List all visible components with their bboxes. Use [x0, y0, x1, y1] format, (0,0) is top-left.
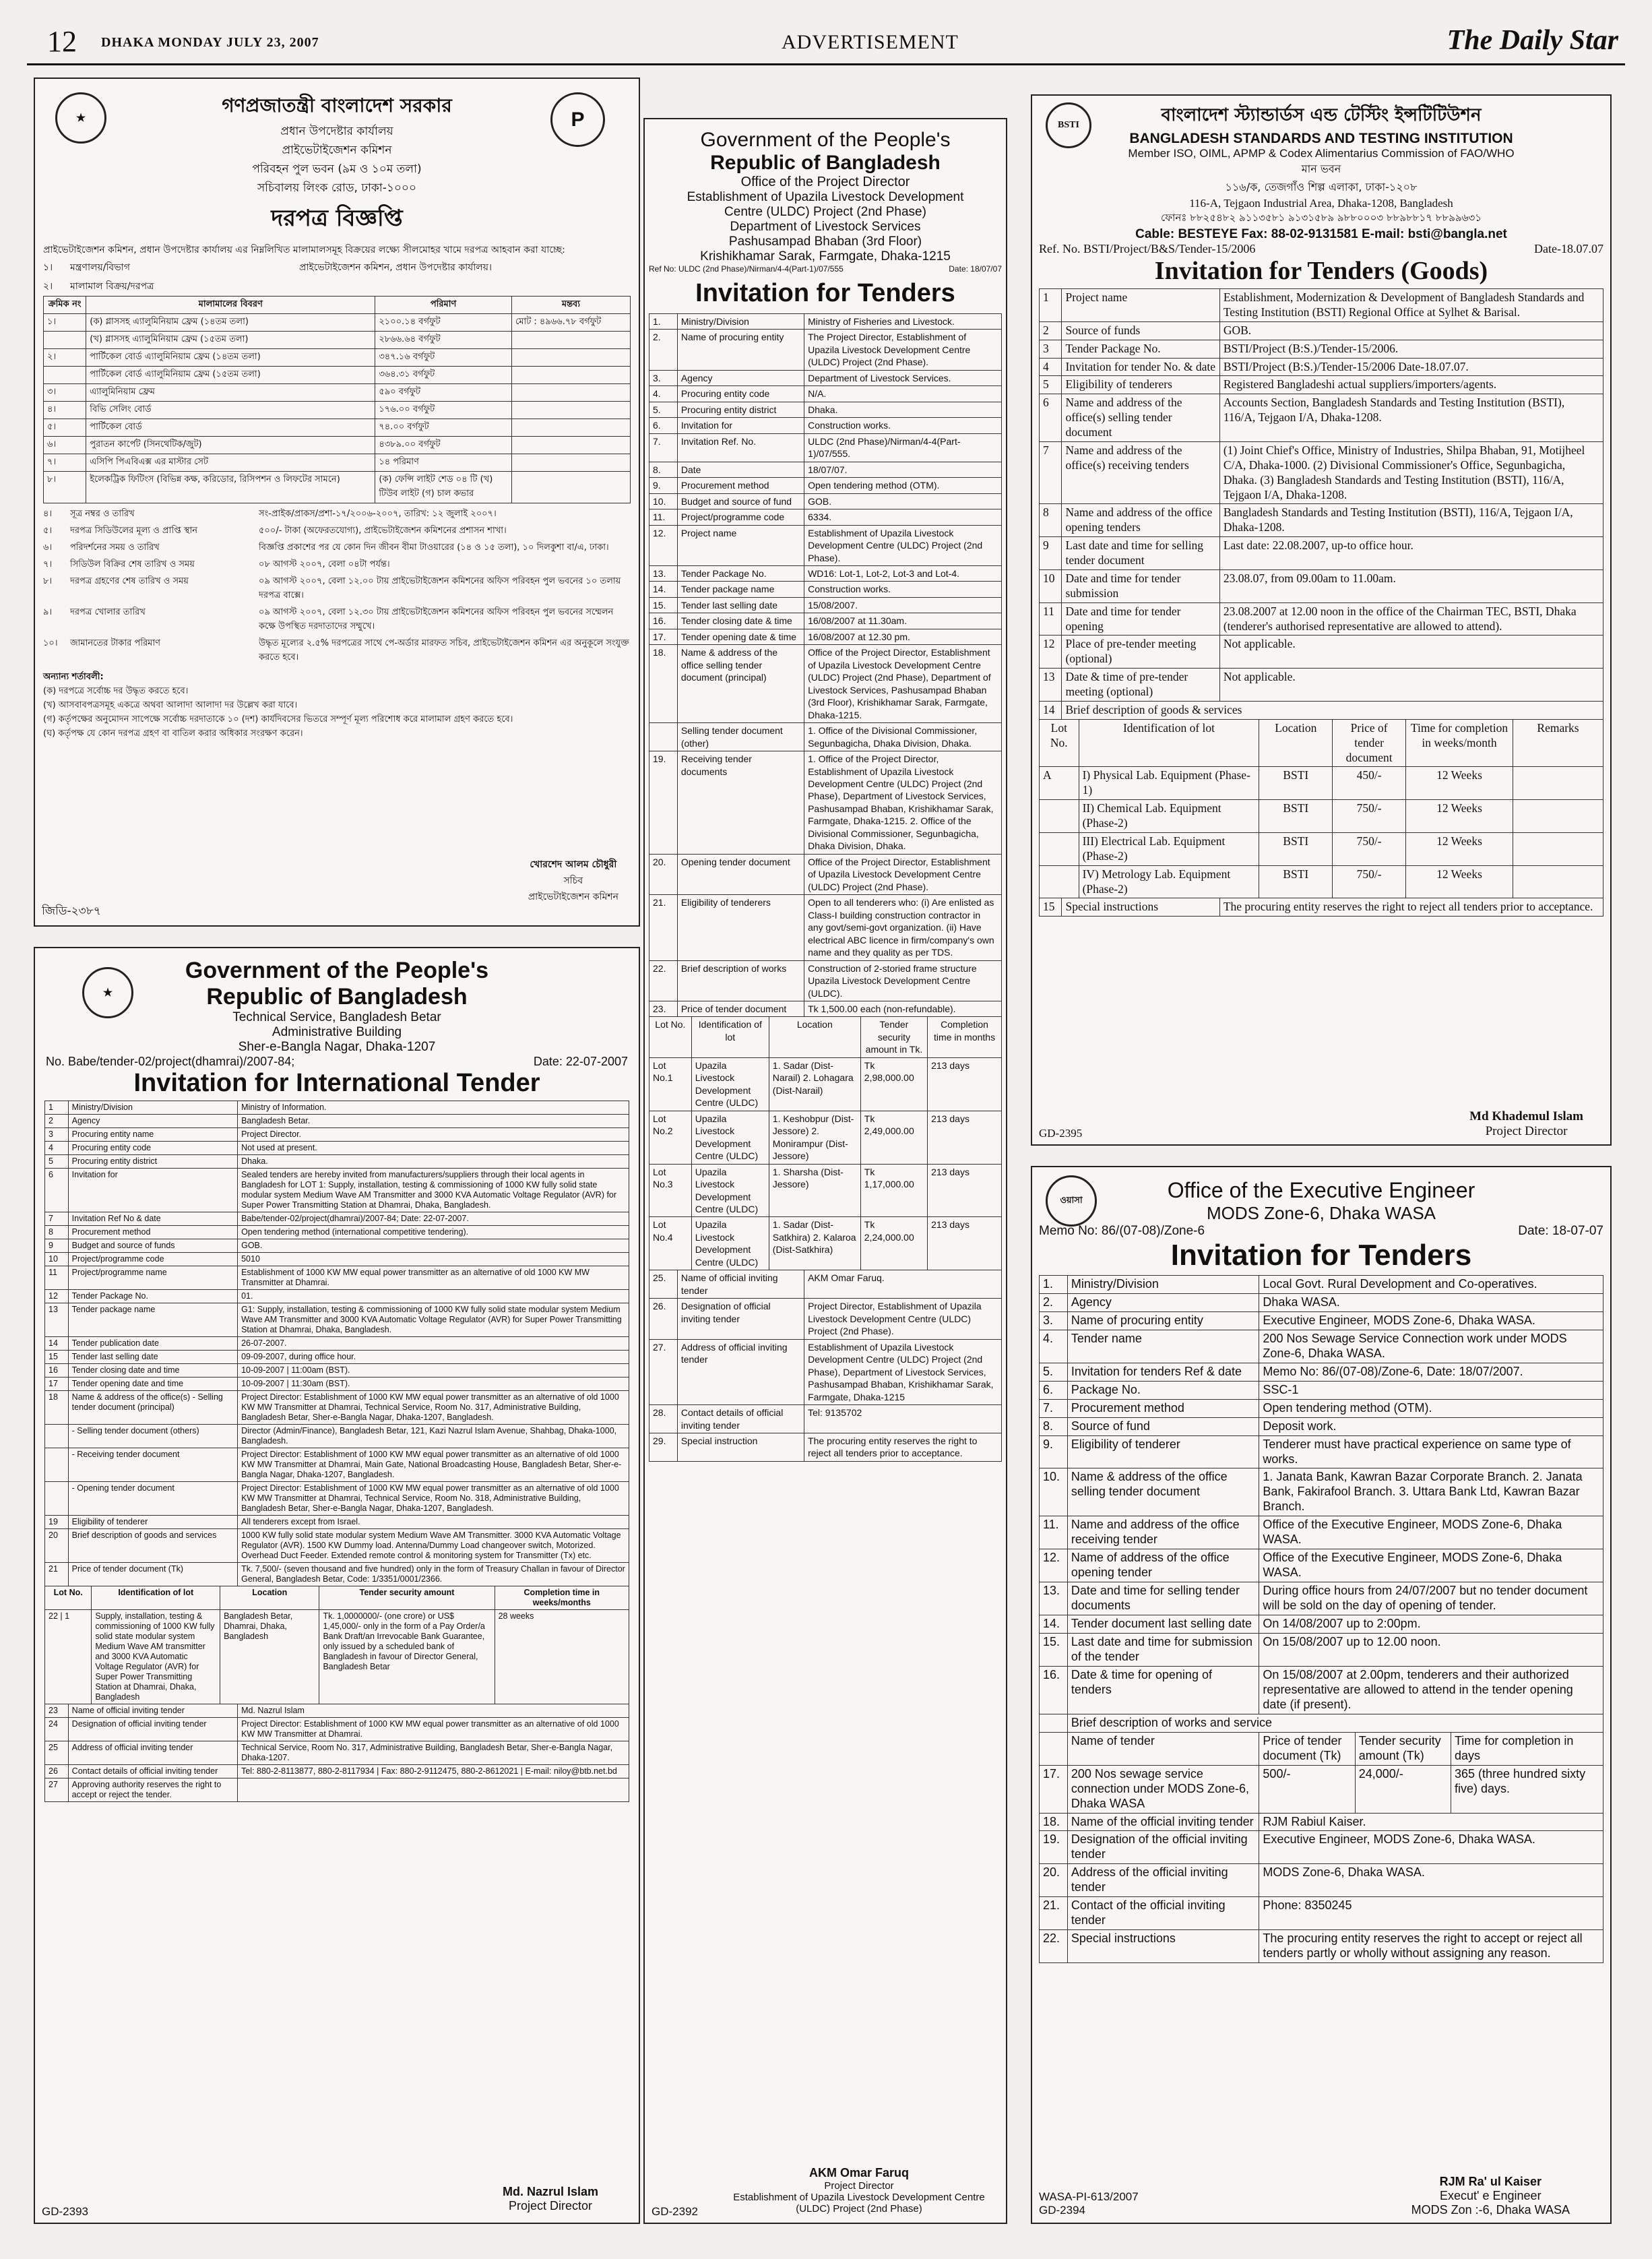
ad5-title: Office of the Executive Engineer	[1167, 1178, 1475, 1202]
table-row: 17. Tender opening date & time 16/08/2007 at 12.30 pm.	[649, 629, 1002, 644]
table-row: 27 Approving authority reserves the right to accept or reject the tender.	[45, 1778, 629, 1802]
ad4-special-table	[1039, 898, 1603, 917]
ad3-lot-table: Lot No. Identification of lot Location Tender security amount in Tk. Completion time in months Lot No.1 Upazila Livestock Development Centre (ULDC) 1. Sadar (Dist-Narail) 2. Lohagara (Dist-Narail) Tk 2,98,000.00 213 days Lot No.2 Upazila Livestock Development Centre (ULDC) 1. Keshobpur (Dist-Jessore) 2. Monirampur (Dist-Jessore) Tk 2,49,000.00 213 days Lot No.3 Upazila Livestock Development Centre (ULDC) 1. Sharsha (Dist-Jessore) Tk 1,17,000.00 213 days Lot No.4 Upazila Livestock Development Centre (ULDC) 1. Sadar (Dist-Satkhira) 2. Kalaroa (Dist-Satkhira) Tk 2,24,000.00 213 days	[649, 1016, 1002, 1270]
table-row: 15. Last date and time for submission of the tender On 15/08/2007 up to 12.00 noon.	[1040, 1634, 1603, 1667]
ad1-gd: জিডি-২৩৮৭	[42, 904, 101, 918]
table-row: 2 Agency Bangladesh Betar.	[45, 1115, 629, 1128]
table-row: 13. Date and time for selling tender documents During office hours from 24/07/2007 but no tender document will be sold on the day of opening of tender.	[1040, 1582, 1603, 1615]
table-row: 1. Ministry/Division Ministry of Fisheries and Livestock.	[649, 314, 1002, 330]
table-row: Lot No.1 Upazila Livestock Development Centre (ULDC) 1. Sadar (Dist-Narail) 2. Lohagara (Dist-Narail) Tk 2,98,000.00 213 days	[649, 1057, 1002, 1111]
ad5-tail-table	[1039, 1813, 1603, 1964]
table-row: 12 Tender Package No. 01.	[45, 1290, 629, 1303]
table-row: 26. Designation of official inviting tender Project Director, Establishment of Upazila Livestock Development Centre (ULDC) Project (2nd Phase).	[649, 1299, 1002, 1339]
privatization-logo-icon: P	[550, 92, 605, 147]
table-row: 3. Agency Department of Livestock Services.	[649, 370, 1002, 385]
table-row: 15. Tender last selling date 15/08/2007.	[649, 597, 1002, 613]
ad5-memoline: Memo No: 86/(07-08)/Zone-6 Date: 18-07-07	[1039, 1224, 1603, 1238]
ad5-gd: WASA-PI-613/2007 GD-2394	[1039, 2190, 1139, 2217]
table-row: 25 Address of official inviting tender Technical Service, Room No. 317, Administrative Building, Bangladesh Betar, Sher-e-Bangla Nagar, Dhaka-1207.	[45, 1741, 629, 1765]
table-row: Lot No.2 Upazila Livestock Development Centre (ULDC) 1. Keshobpur (Dist-Jessore) 2. Monirampur (Dist-Jessore) Tk 2,49,000.00 213 days	[649, 1111, 1002, 1164]
ad-wasa-tender	[1031, 1166, 1612, 2224]
ad3-gov2: Republic of Bangladesh	[710, 152, 941, 174]
table-row: 8. Date 18/07/07.	[649, 462, 1002, 477]
ad5-heading: Invitation for Tenders	[1170, 1239, 1472, 1272]
table-row: III) Electrical Lab. Equipment (Phase-2) BSTI 750/- 12 Weeks	[1040, 832, 1603, 865]
table-row: ৩। এ্যালুমিনিয়াম ফ্রেম ৫৯০ বর্গফুট	[44, 384, 631, 402]
table-row: 15 Tender last selling date 09-09-2007, during office hour.	[45, 1351, 629, 1364]
table-row: পার্টিকেল বোর্ড এ্যালুমিনিয়াম ফ্রেম (১৫তম তলা) ৩৬৪.৩১ বর্গফুট	[44, 367, 631, 384]
table-row: 13 Tender package name G1: Supply, installation, testing & commissioning of 1000 KW fully solid state modular system Medium Wave AM Transmitter and 3000 KVA Automatic Voltage Regulator (AVR) for Super Power Transmitting Station at Dhamrai, Dhaka, Bangladesh.	[45, 1303, 629, 1337]
table-row: 4 Invitation for tender No. & date BSTI/Project (B:S.)/Tender-15/2006 Date-18.07.07.	[1040, 358, 1603, 376]
table-row: 10. Budget and source of fund GOB.	[649, 493, 1002, 509]
table-row: 21. Eligibility of tenderers Open to all tenderers who: (i) Are enlisted as Class-I building construction contractor in any govt/semi-govt organization. (ii) Have electrical ABC licence in firm/company's own name and they quality as per TDS.	[649, 895, 1002, 960]
table-row: 23. Price of tender document Tk 1,500.00 each (non-refundable).	[649, 1001, 1002, 1016]
table-row: 28. Contact details of official inviting tender Tel: 9135702	[649, 1405, 1002, 1433]
table-row: - Receiving tender document Project Director: Establishment of 1000 KW MW equal power transmitter as an alternative of old 1000 KW MW Transmitter at Dhamrai, Main Gate, National Broadcasting House, Bangladesh Betar, Sher-e-Bangla Nagar, Dhaka-1207, Bangladesh.	[45, 1448, 629, 1482]
table-row: 12. Name of address of the office opening tender Office of the Executive Engineer, MODS Zone-6, Dhaka WASA.	[1040, 1549, 1603, 1582]
table-row: 5. Invitation for tenders Ref & date Memo No: 86/(07-08)/Zone-6, Date: 18/07/2007.	[1040, 1363, 1603, 1381]
ad1-meta-2: ২। মালামাল বিক্রয়/দরপত্র	[43, 281, 154, 292]
table-row: ১। (ক) গ্লাসসহ এ্যালুমিনিয়াম ফ্রেম (১৪তম তলা) ২১০০.১৪ বর্গফুট মোট : ৪৯৬৬.৭৮ বর্গফুট	[44, 314, 631, 332]
ad3-line-3: Department of Livestock Services	[730, 220, 921, 234]
table-row: 20. Address of the official inviting tender MODS Zone-6, Dhaka WASA.	[1040, 1864, 1603, 1897]
ad3-refline: Ref No: ULDC (2nd Phase)/Nirman/4-4(Part-1)/07/555 Date: 18/07/07	[649, 264, 1002, 274]
table-row: 11. Name and address of the office receiving tender Office of the Executive Engineer, MODS Zone-6, Dhaka WASA.	[1040, 1516, 1603, 1549]
ad4-gd: GD-2395	[1039, 1127, 1083, 1140]
table-row: 11. Project/programme code 6334.	[649, 509, 1002, 525]
table-row: 19. Designation of the official inviting tender Executive Engineer, MODS Zone-6, Dhaka WASA.	[1040, 1831, 1603, 1864]
ad1-terms: অন্যান্য শর্তাবলী: (ক) দরপত্রে সর্বোচ্চ দর উদ্ধৃত করতে হবে। (খ) আসবাবপত্রসমূহ একত্রে অথবা আলাদা আলাদা দর উল্লেখ করা যাবে। (গ) কর্তৃপক্ষের অনুমোদন সাপেক্ষে সর্বোচ্চ দরদাতাকে ১০ (দশ) কার্যদিবসের ভিতরে সম্পূর্ণ মূল্য পরিশোধ করে মালামাল গ্রহণ করতে হবে। (ঘ) কর্তৃপক্ষ যে কোন দরপত্র গ্রহণ বা বাতিল করার অধিকার সংরক্ষণ করেন।	[43, 672, 513, 739]
ad1-title: দরপত্র বিজ্ঞপ্তি	[271, 205, 403, 232]
ad1-intro: প্রাইভেটাইজেশন কমিশন, প্রধান উপদেষ্টার কার্যালয় এর নিম্নলিখিত মালামালসমূহ বিক্রয়ের লক্ষ্যে সীলমোহর খামে দরপত্র আহবান করা যাচ্ছে:	[43, 245, 565, 255]
ad3-line-5: Krishikhamar Sarak, Farmgate, Dhaka-1215	[700, 249, 951, 264]
table-row: 24 Designation of official inviting tender Project Director: Establishment of 1000 KW MW equal power transmitter as an alternative of old 1000 KW MW Transmitter at Dhamrai.	[45, 1718, 629, 1741]
ad1-meta-1: ১। মন্ত্রণালয়/বিভাগ প্রাইভেটাইজেশন কমিশন, প্রধান উপদেষ্টার কার্যালয়।	[43, 262, 492, 273]
table-row: 13. Tender Package No. WD16: Lot-1, Lot-2, Lot-3 and Lot-4.	[649, 565, 1002, 581]
ad2-tail-table	[44, 1704, 629, 1802]
ad4-bn-line-1: মান ভবন	[1301, 162, 1341, 175]
table-row: Selling tender document (other) 1. Office of the Divisional Commissioner, Segunbagicha, Dhaka Division, Dhaka.	[649, 723, 1002, 751]
table-row: - Selling tender document (others) Director (Admin/Finance), Bangladesh Betar, 121, Kazi Nazrul Islam Avenue, Shahbag, Dhaka-1000, Bangladesh.	[45, 1425, 629, 1448]
table-row: 7. Invitation Ref. No. ULDC (2nd Phase)/Nirman/4-4(Part-1)/07/555.	[649, 433, 1002, 462]
table-row: 3 Procuring entity name Project Director.	[45, 1128, 629, 1142]
ad3-line-2: Centre (ULDC) Project (2nd Phase)	[724, 205, 926, 219]
table-row: 17. 200 Nos sewage service connection under MODS Zone-6, Dhaka WASA 500/- 24,000/- 365 (three hundred sixty five) days.	[1040, 1765, 1603, 1813]
table-row: ৬। পুরাতন কার্পেট (সিনথেটিক/জুট) ৪৩৮৯.০০ বর্গফুট	[44, 437, 631, 454]
ad2-gov: Government of the People's	[185, 958, 489, 983]
table-row: 6 Invitation for Sealed tenders are hereby invited from manufacturers/suppliers through their local agents in Bangladesh for LOT 1: Supply, installation, testing & commissioning of 1000 KW fully solid state modular system Medium Wave AM Transmitter and 3000 KVA Automatic Voltage Regulator (AVR) for Super Power Transmitting Station at Dhamrai, Dhaka, Bangladesh.	[45, 1169, 629, 1212]
ad1-items-table: ক্রমিক নং মালামালের বিবরণ পরিমাণ মন্তব্য ১। (ক) গ্লাসসহ এ্যালুমিনিয়াম ফ্রেম (১৪তম তলা) ২১০০.১৪ বর্গফুট মোট : ৪৯৬৬.৭৮ বর্গফুট (খ) গ্লাসসহ এ্যালুমিনিয়াম ফ্রেম (১৫তম তলা) ২৮৬৬.৬৪ বর্গফুট ২। পার্টিকেল বোর্ড এ্যালুমিনিয়াম ফ্রেম (১৪তম তলা) ৩৪৭.১৬ বর্গফুট পার্টিকেল বোর্ড এ্যালুমিনিয়াম ফ্রেম (১৫তম তলা) ৩৬৪.৩১ বর্গফুট ৩। এ্যালুমিনিয়াম ফ্রেম ৫৯০ বর্গফুট ৪। বিভি সেলিং বোর্ড ১৭৬.০০ বর্গফুট ৫। পার্টিকেল বোর্ড ৭৪.০০ বর্গফুট ৬। পুরাতন কার্পেট (সিনথেটিক/জুট) ৪৩৮৯.০০ বর্গফুট ৭। এসিপি পিএবিএক্স এর মাস্টার সেট ১৪ পরিমাণ ৮। ইলেকট্রিক ফিটিংস (বিভিন্ন কক্ষ, করিডোর, রিসিপশন ও লিফটের সামনে) (ক) ফেন্সি লাইট শেড ০৪ টি (খ) টিউব লাইট (গ) চাল কভার	[43, 296, 631, 503]
ad2-dept-2: Administrative Building	[272, 1025, 402, 1039]
table-row: 9 Budget and source of funds GOB.	[45, 1239, 629, 1253]
ad1-road: সচিবালয় লিংক রোড, ঢাকা-১০০০	[257, 181, 417, 195]
table-row: ২। পার্টিকেল বোর্ড এ্যালুমিনিয়াম ফ্রেম (১৪তম তলা) ৩৪৭.১৬ বর্গফুট	[44, 349, 631, 367]
ad5-signature: RJM Ra' ul Kaiser Execut' e Engineer MODS Zon :-6, Dhaka WASA	[1411, 2175, 1570, 2217]
table-row: 18 Name & address of the office(s) - Selling tender document (principal) Project Director: Establishment of 1000 KW MW equal power transmitter as an alternative of old 1000 KW MW Transmitter at Dhamrai, Technical Service, Room No. 317, Administrative Building, Bangladesh Betar, Sher-e-Bangla Nagar, Dhaka-1207, Bangladesh.	[45, 1391, 629, 1425]
table-row: ৫। পার্টিকেল বোর্ড ৭৪.০০ বর্গফুট	[44, 419, 631, 437]
table-row: 10. Name & address of the office selling tender document 1. Janata Bank, Kawran Bazar Corporate Branch. 2. Janata Bank, Fakirafool Branch. 3. Uttara Bank Ltd, Kawran Bazar Branch.	[1040, 1468, 1603, 1516]
table-row: 11 Date and time for tender opening 23.08.2007 at 12.00 noon in the office of the Chairman TEC, BSTI, Dhaka (tenderer's authorised representative are allowed to attend).	[1040, 602, 1603, 636]
ad-privatization-tender	[34, 78, 640, 927]
ad-betar-tender	[34, 947, 640, 2224]
ad5-brief: Brief description of works and service	[1067, 1714, 1603, 1732]
ad4-member: Member ISO, OIML, APMP & Codex Alimentarius Commission of FAO/WHO	[1128, 147, 1515, 160]
table-row: (খ) গ্লাসসহ এ্যালুমিনিয়াম ফ্রেম (১৫তম তলা) ২৮৬৬.৬৪ বর্গফুট	[44, 332, 631, 349]
newspaper-logo: The Daily Star	[1447, 25, 1618, 56]
table-row: 13 Date & time of pre-tender meeting (optional) Not applicable.	[1040, 669, 1603, 702]
table-row: A I) Physical Lab. Equipment (Phase-1) BSTI 450/- 12 Weeks	[1040, 767, 1603, 800]
table-row: ৭। এসিপি পিএবিএক্স এর মাস্টার সেট ১৪ পরিমাণ	[44, 454, 631, 472]
table-row: 4. Procuring entity code N/A.	[649, 386, 1002, 402]
table-row: 27. Address of official inviting tender Establishment of Upazila Livestock Development Centre (ULDC) Project (2nd Phase), Department of Livestock Services, Pashusampad Bhaban, Krishikhamar Sarak, Farmgate, Dhaka-1215	[649, 1339, 1002, 1404]
table-row: 19. Receiving tender documents 1. Office of the Project Director, Establishment of Upazila Livestock Development Centre (ULDC) Project (2nd Phase), Department of Livestock Services, Pashusampad Bhaban, Krishikhamar Sarak, Farmgate, Dhaka-1215. 2. Office of the Divisional Commissioner, Segunbagicha, Dhaka Division, Dhaka.	[649, 751, 1002, 855]
table-row: 1. Ministry/Division Local Govt. Rural Development and Co-operatives.	[1040, 1276, 1603, 1294]
table-row: Lot No.3 Upazila Livestock Development Centre (ULDC) 1. Sharsha (Dist-Jessore) Tk 1,17,000.00 213 days	[649, 1164, 1002, 1217]
table-row: IV) Metrology Lab. Equipment (Phase-2) BSTI 750/- 12 Weeks	[1040, 865, 1603, 898]
ad4-title: BANGLADESH STANDARDS AND TESTING INSTITUTION	[1129, 131, 1513, 146]
table-row: 18. Name of the official inviting tender RJM Rabiul Kaiser.	[1040, 1813, 1603, 1831]
masthead-date: DHAKA MONDAY JULY 23, 2007	[101, 35, 319, 50]
table-row: 2. Agency Dhaka WASA.	[1040, 1293, 1603, 1311]
table-row: 1 Ministry/Division Ministry of Information.	[45, 1101, 629, 1115]
table-row: 9. Eligibility of tenderer Tenderer must have practical experience on same type of works.	[1040, 1435, 1603, 1468]
table-row: 16. Tender closing date & time 16/08/2007 at 11.30am.	[649, 613, 1002, 629]
ad3-gd: GD-2392	[652, 2205, 698, 2218]
ad5-sub: MODS Zone-6, Dhaka WASA	[1206, 1203, 1436, 1223]
ad4-lot-table: Lot No. Identification of lot Location Price of tender document Time for completion in weeks/month Remarks A I) Physical Lab. Equipment (Phase-1) BSTI 450/- 12 Weeks II) Chemical Lab. Equipment (Phase-2) BSTI 750/- 12 Weeks III) Electrical Lab. Equipment (Phase-2) BSTI 750/- 12 Weeks IV) Metrology Lab. Equipment (Phase-2) BSTI 750/- 12 Weeks	[1039, 719, 1603, 899]
table-row: 1 Project name Establishment, Modernization & Development of Bangladesh Standards and Testing Institution (BSTI) Regional Office at Sylhet & Barisal.	[1040, 289, 1603, 322]
table-row: 5 Procuring entity district Dhaka.	[45, 1155, 629, 1169]
table-row: 4 Procuring entity code Not used at present.	[45, 1142, 629, 1155]
ad2-dept-3: Sher-e-Bangla Nagar, Dhaka-1207	[238, 1040, 436, 1054]
ad2-title: Invitation for International Tender	[133, 1069, 540, 1097]
table-row: 23 Name of official inviting tender Md. Nazrul Islam	[45, 1704, 629, 1718]
table-row: 10 Date and time for tender submission 23.08.07, from 09.00am to 11.00am.	[1040, 569, 1603, 602]
ad4-bn-title: বাংলাদেশ স্ট্যান্ডার্ডস এন্ড টেস্টিং ইন্সটিটিউশন	[1161, 105, 1482, 125]
table-row: 7 Invitation Ref No & date Babe/tender-02/project(dhamrai)/2007-84; Date: 22-07-2007.	[45, 1212, 629, 1226]
ad4-table	[1039, 288, 1603, 720]
ad3-title: Invitation for Tenders	[695, 279, 955, 307]
ad3-gov: Government of the People's	[700, 129, 951, 151]
section-title: ADVERTISEMENT	[782, 31, 959, 53]
table-row: 8. Source of fund Deposit work.	[1040, 1417, 1603, 1435]
ad3-line-4: Pashusampad Bhaban (3rd Floor)	[728, 235, 922, 249]
table-row: 4. Tender name 200 Nos Sewage Service Connection work under MODS Zone-6, Dhaka WASA.	[1040, 1330, 1603, 1363]
table-row: 14. Tender package name Construction works.	[649, 582, 1002, 597]
ad4-bn-phone: ফোনঃ ৮৮২৫৪৮২ ৯১১৩৫৮১ ৯১৩১৫৮৯ ৯৮৮০০০৩ ৮৮৯৮৮১৭ ৮৮৯৯৬৩১	[1161, 212, 1482, 224]
ad4-signature: Md Khademul Islam Project Director	[1469, 1109, 1583, 1138]
table-row: 2. Name of procuring entity The Project Director, Establishment of Upazila Livestock Development Centre (ULDC) Project (2nd Phase).	[649, 330, 1002, 370]
ad-bsti-tender	[1031, 94, 1612, 1146]
table-row: ৮। ইলেকট্রিক ফিটিংস (বিভিন্ন কক্ষ, করিডোর, রিসিপশন ও লিফটের সামনে) (ক) ফেন্সি লাইট শেড ০৪ টি (খ) টিউব লাইট (গ) চাল কভার	[44, 472, 631, 503]
table-row: 7. Procurement method Open tendering method (OTM).	[1040, 1399, 1603, 1417]
ad2-refline: No. Babe/tender-02/project(dhamrai)/2007-84; Date: 22-07-2007	[46, 1055, 628, 1068]
table-row: 11 Project/programme name Establishment of 1000 KW MW equal power transmitter as an alternative of old 1000 KW MW Transmitter at Dhamrai.	[45, 1266, 629, 1290]
table-row: 20. Opening tender document Office of the Project Director, Establishment of Upazila Livestock Development Centre (ULDC) Project (2nd Phase).	[649, 854, 1002, 894]
ad3-tail-table	[649, 1270, 1002, 1462]
table-row: 16. Date & time for opening of tenders On 15/08/2007 at 2.00pm, tenderers and their authorized representative are allowed to attend in the tender opening date (if present).	[1040, 1666, 1603, 1714]
table-row: 22 | 1 Supply, installation, testing & commissioning of 1000 KW fully solid state modular system Medium Wave AM transmitter and 3000 KVA Automatic Voltage Regulator (AVR) for Super Power Transmitting Station at Dhamrai, Dhaka, Bangladesh Bangladesh Betar, Dhamrai, Dhaka, Bangladesh Tk. 1,0000000/- (one crore) or US$ 1,45,000/- only in the form of a Pay Order/a Bank Draft/an Irrevocable Bank Guarantee, only issued by a scheduled bank of Bangladesh in favour of Director General, Bangladesh Betar 28 weeks	[45, 1610, 629, 1704]
ad1-gov: গণপ্রজাতন্ত্রী বাংলাদেশ সরকার	[222, 94, 452, 117]
ad3-table	[649, 313, 1002, 1017]
govt-emblem-icon: ★	[82, 967, 133, 1018]
govt-emblem-icon: ★	[55, 92, 106, 144]
table-row: 14 Brief description of goods & services	[1040, 701, 1603, 719]
ad1-commission: প্রাইভেটাইজেশন কমিশন	[282, 144, 392, 157]
table-row: 29. Special instruction The procuring entity reserves the right to reject all tenders prior to acceptance.	[649, 1433, 1002, 1461]
table-row: II) Chemical Lab. Equipment (Phase-2) BSTI 750/- 12 Weeks	[1040, 800, 1603, 833]
table-row: 6. Package No. SSC-1	[1040, 1381, 1603, 1399]
ad4-refline: Ref. No. BSTI/Project/B&S/Tender-15/2006 Date-18.07.07	[1039, 242, 1603, 255]
ad5-lot-table: Name of tender Price of tender document (Tk) Tender security amount (Tk) Time for completion in days 17. 200 Nos sewage service connection under MODS Zone-6, Dhaka WASA 500/- 24,000/- 365 (three hundred sixty five) days.	[1039, 1732, 1603, 1814]
table-row: 12. Project name Establishment of Upazila Livestock Development Centre (ULDC) Project (2nd Phase).	[649, 525, 1002, 565]
page-number: 12	[47, 25, 77, 58]
table-row: 18. Name & address of the office selling tender document (principal) Office of the Project Director, Establishment of Upazila Livestock Development Centre (ULDC) Project (2nd Phase), Department of Livestock Services, Pashusampad Bhaban (3rd Floor), Krishikhamar Sarak, Farmgate, Dhaka-1215.	[649, 645, 1002, 723]
ad4-bn-line-2: ১১৬/ক, তেজগাঁও শিল্প এলাকা, ঢাকা-১২০৮	[1225, 181, 1418, 193]
ad4-cable: Cable: BESTEYE Fax: 88-02-9131581 E-mail: bsti@bangla.net	[1135, 227, 1507, 241]
table-row: 22. Brief description of works Construction of 2-storied frame structure Upazila Livestock Development Centre (ULDC).	[649, 960, 1002, 1001]
table-row: 5 Eligibility of tenderers Registered Bangladeshi actual suppliers/importers/agents.	[1040, 376, 1603, 394]
ad3-office: Office of the Project Director	[740, 175, 910, 189]
table-row: 3. Name of procuring entity Executive Engineer, MODS Zone-6, Dhaka WASA.	[1040, 1311, 1603, 1330]
wasa-logo-icon: ওয়াসা	[1046, 1175, 1097, 1227]
ad2-lot-table: Lot No. Identification of lot Location Tender security amount Completion time in weeks/months 22 | 1 Supply, installation, testing & commissioning of 1000 KW fully solid state modular system Medium Wave AM transmitter and 3000 KVA Automatic Voltage Regulator (AVR) for Super Power Transmitting Station at Dhamrai, Dhaka, Bangladesh Bangladesh Betar, Dhamrai, Dhaka, Bangladesh Tk. 1,0000000/- (one crore) or US$ 1,45,000/- only in the form of a Pay Order/a Bank Draft/an Irrevocable Bank Guarantee, only issued by a scheduled bank of Bangladesh in favour of Director General, Bangladesh Betar 28 weeks	[44, 1586, 629, 1704]
ad5-table	[1039, 1275, 1603, 1733]
table-row: 8 Name and address of the office opening tenders Bangladesh Standards and Testing Institution (BSTI), 116/A, Tejgaon I/A, Dhaka-1208.	[1040, 504, 1603, 537]
table-row: 3 Tender Package No. BSTI/Project (B:S.)/Tender-15/2006.	[1040, 340, 1603, 358]
table-row: 8 Procurement method Open tendering method (international competitive tendering).	[45, 1226, 629, 1239]
ad3-line-1: Establishment of Upazila Livestock Development	[687, 190, 964, 204]
table-row: 5. Procuring entity district Dhaka.	[649, 402, 1002, 417]
ad1-signature: খোরশেদ আলম চৌধুরী সচিব প্রাইভেটাইজেশন কমিশন	[528, 859, 618, 902]
ad1-lines: ৪। সূত্র নম্বর ও তারিখ সং-প্রাইক/প্রাকস/প্রশা-১৭/২০০৬-২০০৭, তারিখ: ১২ জুলাই ২০০৭। ৫। দরপত্র সিডিউলের মূল্য ও প্রাপ্তি স্থান ৫০০/- টাকা (অফেরতযোগ্য), প্রাইভেটাইজেশন কমিশনের প্রশাসন শাখা। ৬। পরিদর্শনের সময় ও তারিখ বিজ্ঞপ্তি প্রকাশের পর যে কোন দিন জীবন বীমা টাওয়ারের (১৪ ও ১৫ তলা), ১০ দিলকুশা বা/এ, ঢাকা। ৭। সিডিউল বিক্রির শেষ তারিখ ও সময় ০৮ আগস্ট ২০০৭, বেলা ০৪টা পর্যন্ত। ৮। দরপত্র গ্রহণের শেষ তারিখ ও সময় ০৯ আগস্ট ২০০৭, বেলা ১২.০০ টায় প্রাইভেটাইজেশন কমিশনের অফিস পরিবহন পুল ভবনের ১০ তলায় দরপত্র বাক্সে। ৯। দরপত্র খোলার তারিখ ০৯ আগস্ট ২০০৭, বেলা ১২.৩০ টায় প্রাইভেটাইজেশন কমিশনের অফিস পরিবহন পুল ভবনের সম্মেলন কক্ষে উপস্থিত দরদাতাদের সম্মুখে। ১০। জামানতের টাকার পরিমাণ উদ্ধৃত মূল্যের ২.৫% দরপত্রের সাথে পে-অর্ডার মারফত সচিব, প্রাইভেটাইজেশন কমিশন এর অনুকূলে সংযুক্ত করতে হবে।	[43, 509, 629, 662]
table-row: ৪। বিভি সেলিং বোর্ড ১৭৬.০০ বর্গফুট	[44, 402, 631, 419]
ad2-signature: Md. Nazrul Islam Project Director	[502, 2185, 598, 2212]
table-row: 17 Tender opening date and time 10-09-2007 | 11:30am (BST).	[45, 1378, 629, 1391]
table-row: 14 Tender publication date 26-07-2007.	[45, 1337, 629, 1351]
ad3-signature: AKM Omar Faruq Project Director Establishment of Upazila Livestock Development Centre (ULDC) Project (2nd Phase)	[733, 2166, 985, 2215]
ad2-gov2: Republic of Bangladesh	[206, 984, 468, 1010]
table-row: 9. Procurement method Open tendering method (OTM).	[649, 478, 1002, 493]
ad1-office: প্রধান উপদেষ্টার কার্যালয়	[280, 125, 393, 138]
ad4-heading: Invitation for Tenders (Goods)	[1154, 257, 1488, 285]
table-row: 10 Project/programme code 5010	[45, 1253, 629, 1266]
ad2-table	[44, 1101, 629, 1586]
table-row: 19 Eligibility of tenderer All tenderers except from Israel.	[45, 1516, 629, 1529]
table-row: 25. Name of official inviting tender AKM Omar Faruq.	[649, 1270, 1002, 1299]
ad1-bhaban: পরিবহন পুল ভবন (৯ম ও ১০ম তলা)	[252, 162, 422, 176]
table-row: 16 Tender closing date and time 10-09-2007 | 11:00am (BST).	[45, 1364, 629, 1378]
table-row: 15 Special instructions The procuring entity reserves the right to reject all tenders prior to acceptance.	[1040, 898, 1603, 917]
table-row: 2 Source of funds GOB.	[1040, 321, 1603, 340]
table-row: 6 Name and address of the office(s) selling tender document Accounts Section, Bangladesh Standards and Testing Institution (BSTI), 116/A, Tejgaon I/A, Dhaka-1208.	[1040, 394, 1603, 442]
table-row: 14. Tender document last selling date On 14/08/2007 up to 2:00pm.	[1040, 1615, 1603, 1634]
table-row: 9 Last date and time for selling tender document Last date: 22.08.2007, up-to office hour.	[1040, 537, 1603, 570]
masthead	[27, 20, 1625, 65]
table-row: 22. Special instructions The procuring entity reserves the right to accept or reject all tenders partly or wholly without assigning any reason.	[1040, 1930, 1603, 1963]
table-row: 21 Price of tender document (Tk) Tk. 7,500/- (seven thousand and five hundred) only in the form of Treasury Challan in favour of Director General, Bangladesh Betar, Code: 1/3351/0001/2366.	[45, 1563, 629, 1586]
bsti-logo-icon: BSTI	[1046, 102, 1091, 148]
table-row: 20 Brief description of goods and services 1000 KW fully solid state modular system Medium Wave AM Transmitter. 3000 KVA Automatic Voltage Regulator (AVR). 1500 KW Dummy load. Antenna/Dummy Load changeover switch, Motorized. Overhead Duct Feeder. Extended remote control & monitoring system for Transmitter (Tx) etc.	[45, 1529, 629, 1563]
ad4-address: 116-A, Tejgaon Industrial Area, Dhaka-1208, Bangladesh	[1189, 197, 1453, 210]
table-row: 7 Name and address of the office(s) receiving tenders (1) Joint Chief's Office, Ministry of Industries, Shilpa Bhaban, 91, Motijheel C/A, Dhaka-1000. (2) Divisional Commissioner's Office, Segunbagicha, Dhaka. (3) Bangladesh Standards and Testing Institution (BSTI), 116/A, Tejgaon I/A, Dhaka-1208.	[1040, 441, 1603, 504]
table-row: Lot No.4 Upazila Livestock Development Centre (ULDC) 1. Sadar (Dist-Satkhira) 2. Kalaroa (Dist-Satkhira) Tk 2,24,000.00 213 days	[649, 1217, 1002, 1270]
ad-uldc-tender	[643, 118, 1007, 2224]
table-row: 26 Contact details of official inviting tender Tel: 880-2-8113877, 880-2-8117934 | Fax: 880-2-9112475, 880-2-8612021 | E-mail: niloy@btb.net.bd	[45, 1765, 629, 1778]
ad2-gd: GD-2393	[42, 2205, 88, 2218]
table-row: - Opening tender document Project Director: Establishment of 1000 KW MW equal power transmitter as an alternative of old 1000 KW MW Transmitter at Dhamrai, Technical Service, Room No. 318, Administrative Building, Bangladesh Betar, Sher-e-Bangla Nagar, Dhaka-1207, Bangladesh.	[45, 1482, 629, 1516]
table-row: 21. Contact of the official inviting tender Phone: 8350245	[1040, 1897, 1603, 1930]
table-row: 6. Invitation for Construction works.	[649, 418, 1002, 433]
table-row: 12 Place of pre-tender meeting (optional) Not applicable.	[1040, 636, 1603, 669]
ad2-dept-1: Technical Service, Bangladesh Betar	[232, 1010, 441, 1024]
